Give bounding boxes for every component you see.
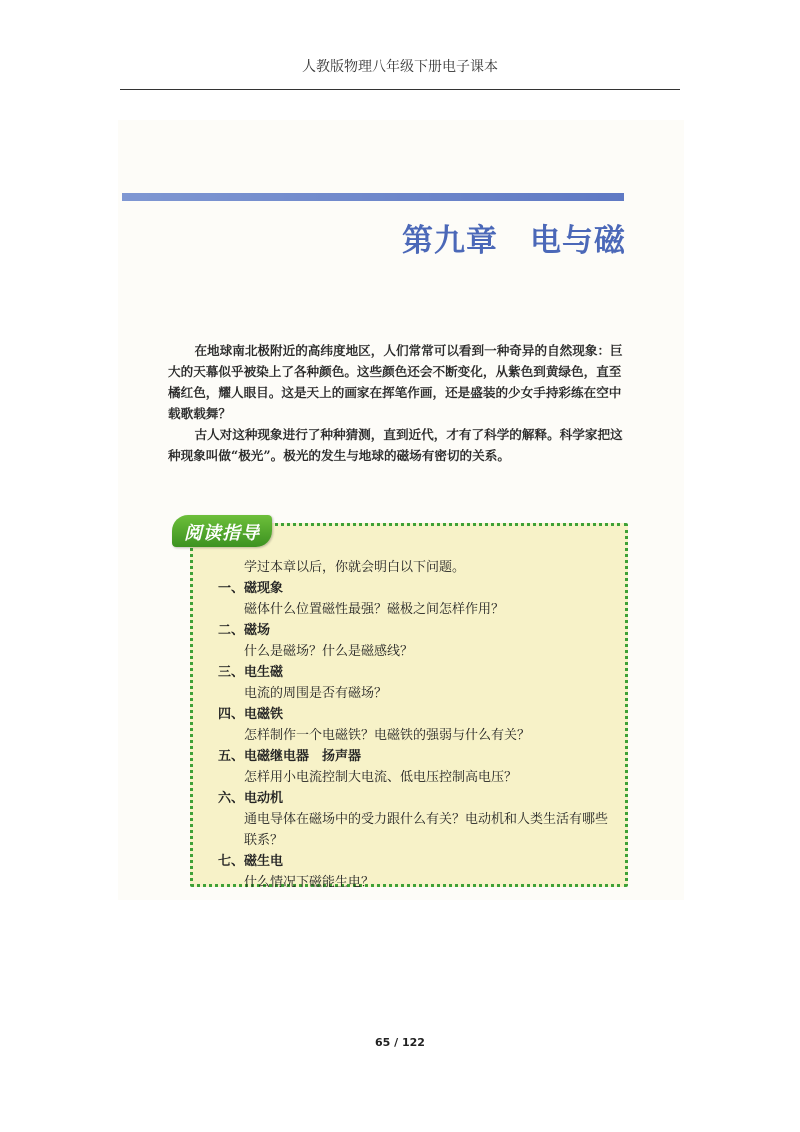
guide-item-heading: 五、电磁继电器 扬声器 <box>218 749 362 764</box>
guide-item <box>218 851 618 893</box>
header-divider <box>120 89 680 90</box>
guide-item-question: 通电导体在磁场中的受力跟什么有关？电动机和人类生活有哪些联系？ <box>244 812 609 848</box>
guide-item-question: 什么情况下磁能生电？ <box>244 875 375 890</box>
intro-paragraph: 古人对这种现象进行了种种猜测，直到近代，才有了科学的解释。科学家把这种现象叫做“极光”。极光的发生与地球的磁场有密切的关系。 <box>168 427 623 463</box>
guide-item <box>218 746 618 788</box>
guide-item-question: 磁体什么位置磁性最强？磁极之间怎样作用？ <box>244 602 505 617</box>
page-number: 65 / 122 <box>375 1036 425 1049</box>
chapter-intro <box>168 340 626 466</box>
intro-paragraph: 在地球南北极附近的高纬度地区，人们常常可以看到一种奇异的自然现象：巨大的天幕似乎被染上了各种颜色。这些颜色还会不断变化，从紫色到黄绿色，直至橘红色，耀人眼目。这是天上的画家在挥笔作画，还是盛装的少女手持彩练在空中载歌载舞？ <box>168 343 623 421</box>
guide-item-heading: 一、磁现象 <box>218 581 284 596</box>
reading-guide-intro: 学过本章以后，你就会明白以下问题。 <box>244 560 466 575</box>
guide-item-question: 怎样制作一个电磁铁？电磁铁的强弱与什么有关？ <box>244 728 531 743</box>
guide-item-heading: 四、电磁铁 <box>218 707 284 722</box>
guide-item <box>218 662 618 704</box>
document-header-title: 人教版物理八年级下册电子课本 <box>302 59 498 75</box>
guide-item <box>218 578 618 620</box>
reading-guide-tab <box>172 515 272 547</box>
guide-item <box>218 704 618 746</box>
guide-item-question: 电流的周围是否有磁场？ <box>244 686 388 701</box>
guide-item-heading: 六、电动机 <box>218 791 284 806</box>
guide-item-question: 怎样用小电流控制大电流、低电压控制高电压？ <box>244 770 518 785</box>
reading-guide-list <box>218 578 618 893</box>
chapter-color-bar <box>122 193 624 201</box>
guide-item-question: 什么是磁场？什么是磁感线？ <box>244 644 414 659</box>
chapter-title: 第九章 电与磁 <box>402 223 626 259</box>
reading-guide-tab-label: 阅读指导 <box>184 523 260 544</box>
guide-item <box>218 788 618 851</box>
guide-item-heading: 二、磁场 <box>218 623 271 638</box>
guide-item-heading: 三、电生磁 <box>218 665 284 680</box>
guide-item-heading: 七、磁生电 <box>218 854 284 869</box>
guide-item <box>218 620 618 662</box>
